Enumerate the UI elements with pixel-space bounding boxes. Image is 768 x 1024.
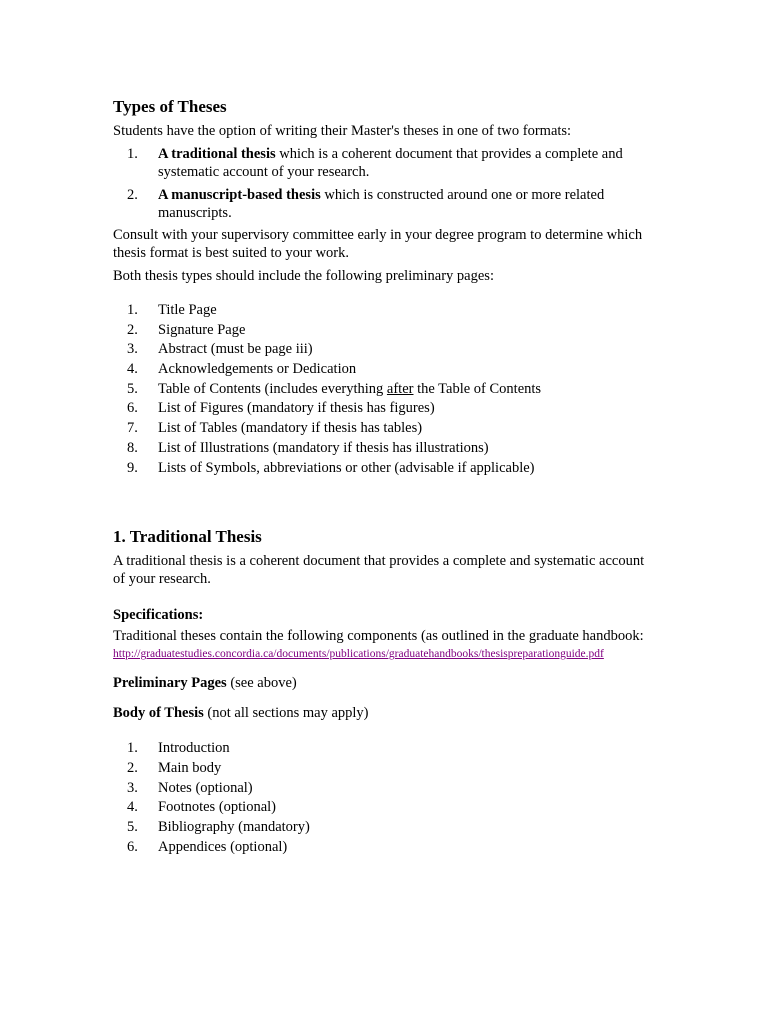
- document-page: [113, 96, 658, 857]
- both-types-paragraph: Both thesis types should include the following preliminary pages:: [113, 268, 494, 284]
- list-item: 4. Acknowledgements or Dedication: [127, 361, 357, 378]
- list-item: 5. Table of Contents (includes everything after the Table of Contents: [127, 380, 542, 397]
- intro-paragraph: Students have the option of writing their Master's theses in one of two formats:: [113, 123, 572, 139]
- list-item: 5. Bibliography (mandatory): [127, 818, 310, 835]
- list-item: 6. Appendices (optional): [127, 838, 288, 855]
- specifications-heading: Specifications:: [113, 607, 204, 624]
- list-item: 2. Main body: [127, 759, 222, 776]
- consult-paragraph: Consult with your supervisory committee early in your degree program to determine which thesis format is best suited to your work.: [113, 227, 643, 261]
- body-of-thesis-line: Body of Thesis (not all sections may apply): [113, 705, 369, 722]
- preliminary-pages-line: Preliminary Pages (see above): [113, 675, 297, 692]
- list-item: 1. Introduction: [127, 740, 230, 757]
- list-item: 2. Signature Page: [127, 321, 246, 338]
- section-heading-traditional: 1. Traditional Thesis: [113, 527, 262, 547]
- list-item: 1. A traditional thesis which is a coherent document that provides a complete and systematic account of your research.: [127, 146, 623, 180]
- list-item: 2. A manuscript-based thesis which is constructed around one or more related manuscripts.: [127, 187, 605, 221]
- list-item: 3. Notes (optional): [127, 779, 253, 796]
- list-item: 7. List of Tables (mandatory if thesis has tables): [127, 420, 423, 437]
- list-item: 1. Title Page: [127, 302, 217, 318]
- list-item: 6. List of Figures (mandatory if thesis has figures): [127, 400, 435, 417]
- specifications-paragraph: Traditional theses contain the following components (as outlined in the graduate handbook:: [113, 628, 644, 645]
- list-item: 4. Footnotes (optional): [127, 799, 277, 816]
- thesis-guide-link[interactable]: http://graduatestudies.concordia.ca/documents/publications/graduatehandbooks/thesispreparationguide.pdf: [113, 648, 604, 661]
- section-heading-types: Types of Theses: [113, 97, 227, 116]
- list-item: 9. Lists of Symbols, abbreviations or other (advisable if applicable): [127, 459, 535, 476]
- traditional-intro-paragraph: A traditional thesis is a coherent document that provides a complete and systematic account of your research.: [113, 553, 645, 588]
- list-item: 3. Abstract (must be page iii): [127, 341, 313, 358]
- preliminary-pages-list: [113, 301, 658, 478]
- list-item: 8. List of Illustrations (mandatory if thesis has illustrations): [127, 439, 489, 456]
- body-sections-list: [113, 739, 658, 857]
- format-list: [113, 145, 658, 222]
